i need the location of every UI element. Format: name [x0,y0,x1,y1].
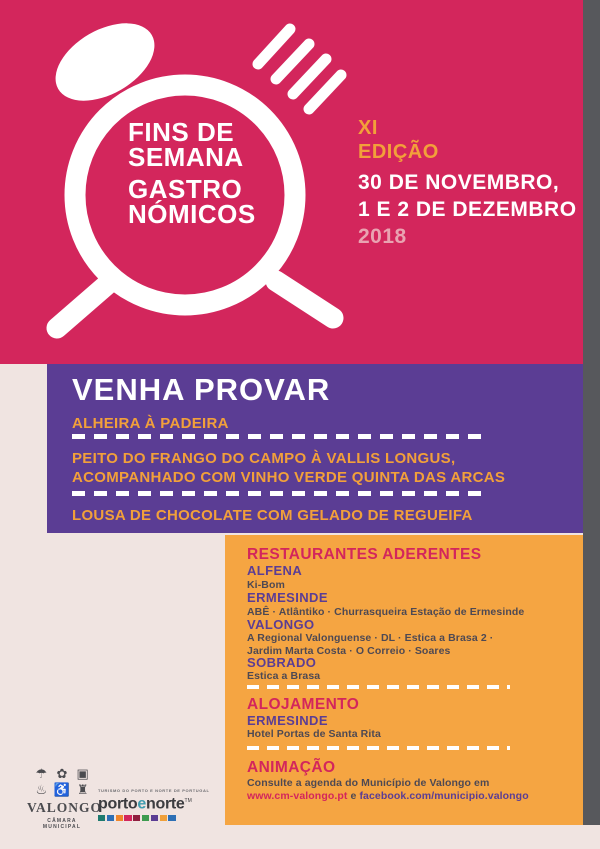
wordmark-porto: porto [98,795,138,813]
dashed-divider [72,491,490,496]
event-year: 2018 [358,225,407,248]
event-date-line1: 30 DE NOVEMBRO, [358,171,560,194]
edition-label: EDIÇÃO [358,141,439,163]
area-sobrado: SOBRADO [247,655,317,670]
dashed-divider [247,685,510,689]
edition-roman: XI [358,117,378,139]
tower-icon: ♜ [76,782,89,797]
menu-block [47,364,583,533]
dish-main-line1: PEITO DO FRANGO DO CAMPO À VALLIS LONGUS, [72,450,456,467]
area-ermesinde: ERMESINDE [247,590,328,605]
restaurants-valongo: A Regional Valonguense · DL · Estica a Brasa 2 · Jardim Marta Costa · O Correio · Soares [247,632,494,657]
edition-info [358,116,577,250]
lodging-area: ERMESINDE [247,713,328,728]
valongo-wordmark: VALONGO [27,800,103,815]
accessibility-icon: ♿ [53,782,71,797]
event-logo-title [128,117,256,229]
dish-starter: ALHEIRA À PADEIRA [72,415,229,432]
animation-note: Consulte a agenda do Município de Valongo em [247,777,490,789]
dashed-divider [247,746,510,750]
restaurants-sobrado: Estica a Brasa [247,670,321,682]
facebook-link[interactable]: facebook.com/municipio.valongo [359,790,529,802]
logo-line-4: NÓMICOS [128,199,256,229]
area-alfena: ALFENA [247,563,303,578]
lodging-title: ALOJAMENTO [247,696,360,713]
porto-e-norte-tagline: TURISMO DO PORTO E NORTE DE PORTUGAL [98,788,210,793]
valongo-municipality-logo [27,766,103,830]
menu-title: VENHA PROVAR [72,372,331,407]
logo-line-2: SEMANA [128,142,244,172]
dish-main-line2: ACOMPANHADO COM VINHO VERDE QUINTA DAS ARCAS [72,469,506,486]
lodging-names: Hotel Portas de Santa Rita [247,728,381,740]
website-link[interactable]: www.cm-valongo.pt [247,790,348,802]
animation-links [247,790,529,802]
event-date-line2: 1 E 2 DE DEZEMBRO [358,198,577,221]
springs-icon: ♨ [35,782,48,797]
restaurants-ermesinde: ABÊ · Atlântiko · Churrasqueira Estação de Ermesinde [247,606,525,618]
valongo-subtitle: CÂMARA MUNICIPAL [42,818,82,830]
dish-main [72,449,505,487]
animation-title: ANIMAÇÃO [247,759,336,776]
restaurants-alfena: Ki-Bom [247,579,285,591]
area-valongo: VALONGO [247,617,315,632]
umbrella-icon: ☂ [35,766,48,781]
logo-line-3: GASTRO [128,174,243,204]
valongo-icon-grid [31,766,93,797]
trademark-symbol: TM [184,798,192,804]
right-edge-band [583,0,600,825]
porto-e-norte-wordmark [98,793,210,812]
color-strip [98,815,210,821]
screen-icon: ▣ [76,766,89,781]
logo-line-1: FINS DE [128,117,235,147]
dish-dessert: LOUSA DE CHOCOLATE COM GELADO DE REGUEIFA [72,507,473,524]
wordmark-e: e [137,795,146,813]
porto-e-norte-logo [98,788,210,821]
conjunction: e [350,790,357,802]
dashed-divider [72,434,490,439]
info-block [225,535,583,825]
wordmark-norte: norte [146,795,185,813]
restaurants-title: RESTAURANTES ADERENTES [247,546,482,563]
header-block [0,0,583,364]
flower-icon: ✿ [56,766,68,781]
